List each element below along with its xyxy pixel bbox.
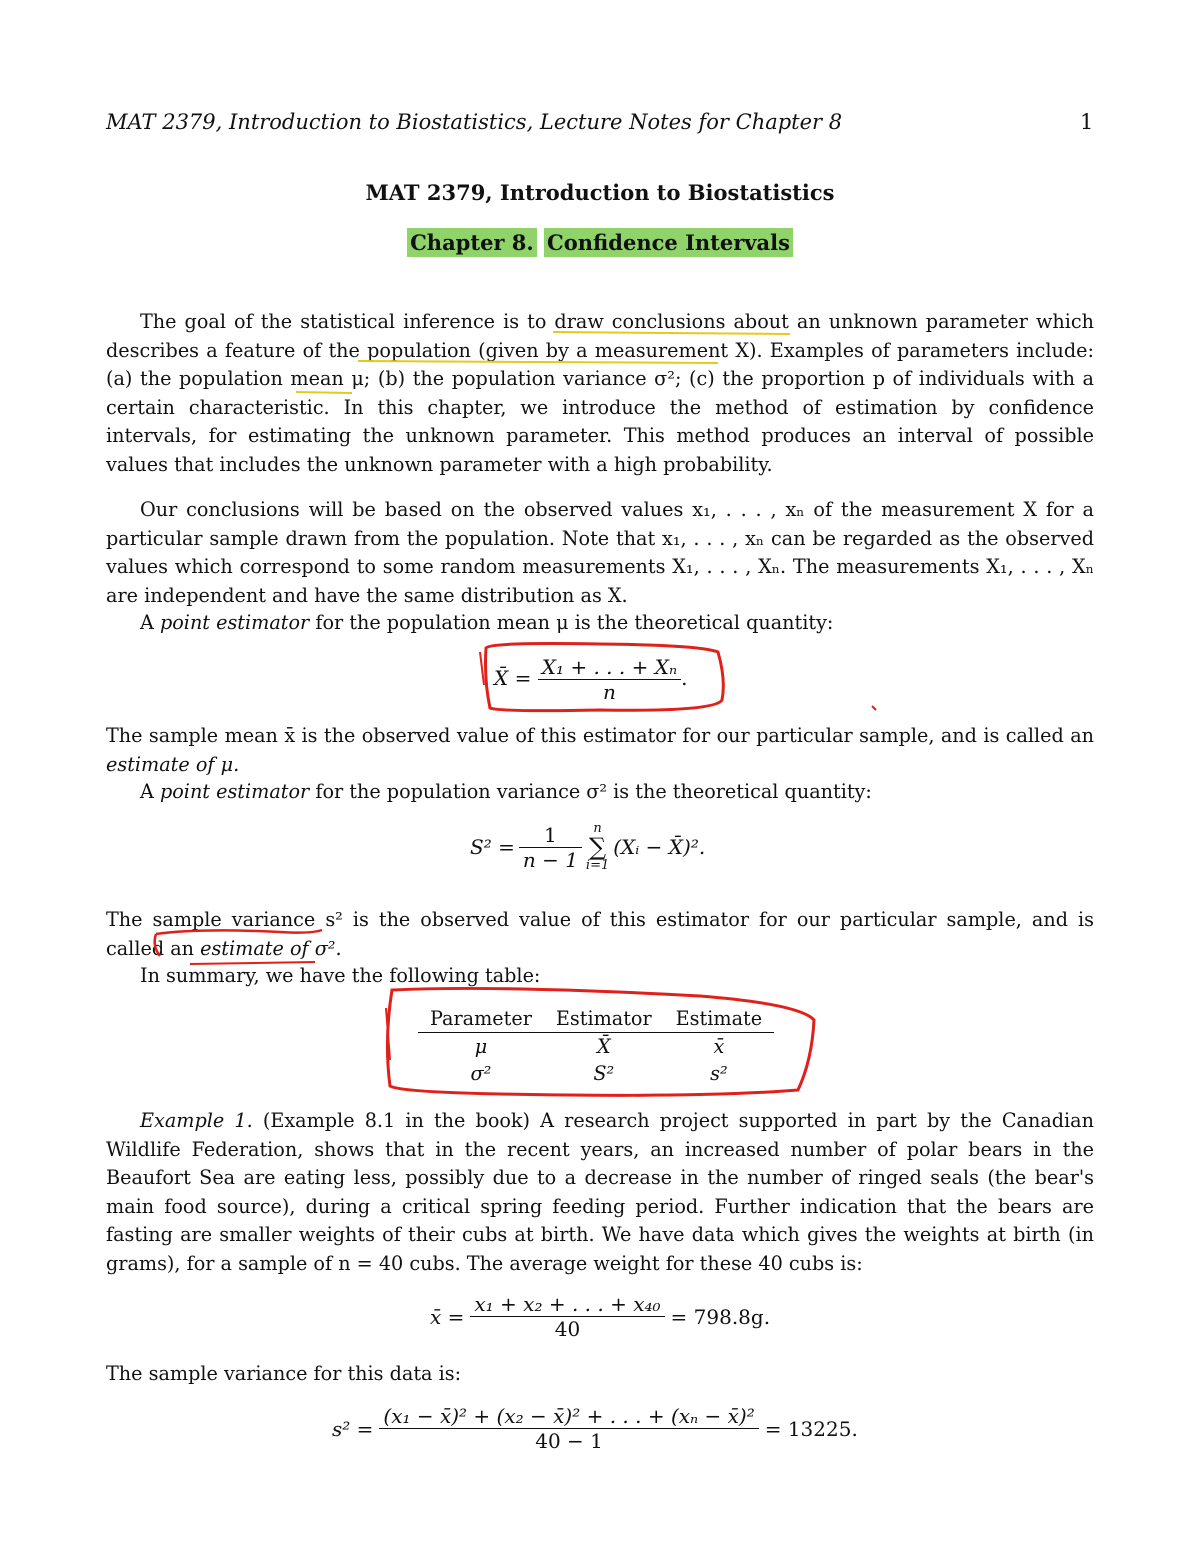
formula-example-mean [430, 1292, 770, 1341]
mean-estimator-intro [106, 609, 1094, 638]
table-cell: s² [710, 1062, 728, 1085]
example-mean-den: 40 [554, 1317, 581, 1341]
formula-variance-body: (Xᵢ − X̄)². [613, 835, 706, 859]
sample-variance-text-b: sample variance [152, 908, 316, 931]
formula-example-variance [332, 1404, 858, 1453]
red-dot [872, 706, 876, 710]
table-cell: x̄ [713, 1035, 725, 1058]
table-header-parameter: Parameter [418, 1005, 544, 1033]
table-row [418, 1060, 774, 1087]
chapter-number: Chapter 8. [407, 228, 537, 257]
formula-variance-den: n − 1 [522, 847, 578, 872]
sample-mean-text-a: The sample mean x̄ is the observed value of this estimator for our particular sample, and is called an [106, 724, 1094, 747]
sum-symbol: ∑ [589, 833, 607, 861]
summary-table-wrap [418, 1005, 774, 1087]
mean-intro-lead: A [140, 611, 154, 634]
sample-variance-text-c: s² is the observed value of this estimator for our particular sample, and is called an [106, 908, 1094, 960]
sum-upper: n [593, 821, 602, 836]
summation [586, 822, 609, 872]
sample-variance-intro: The sample variance for this data is: [106, 1362, 462, 1385]
formula-mean-den: n [602, 680, 616, 704]
example-mean-fraction [470, 1292, 664, 1341]
mean-intro-term: point estimator [159, 611, 310, 634]
example-var-rhs: = 13225. [764, 1416, 858, 1441]
table-header-estimate: Estimate [664, 1005, 774, 1033]
intro-p2-text: Our conclusions will be based on the observed values x₁, . . . , xₙ of the measurement X for a particular sample drawn from the population. Note that x₁, . . . , xₙ can be regarded as the observed values which correspond to some random measurements X₁, . . . , Xₙ. The measurements X₁, . . . , Xₙ are independent and have the same distribution as X. [106, 498, 1094, 607]
example-text: (Example 8.1 in the book) A research project supported in part by the Canadian Wildlife Federation, shows that in the recent years, an increased number of polar bears in the Beaufort Sea are eating less, possibly due to a decrease in the number of ringed seals (the bear's main food source), during a critical spring feeding period. Further indication that the bears are fasting are smaller weights of their cubs at birth. We have data which gives the weights at birth (in grams), for a sample of n = 40 cubs. The average weight for these 40 cubs is: [106, 1109, 1094, 1275]
formula-mean-lhs: X̄ = [494, 666, 532, 690]
table-cell: σ² [470, 1062, 492, 1085]
example-mean-num: x₁ + x₂ + . . . + x₄₀ [470, 1292, 664, 1317]
example-var-fraction [379, 1404, 758, 1453]
intro-p1-text: The goal of the statistical inference is to draw conclusions about an unknown parameter which describes a feature of the population (given by a measurement X). Examples of parameters include: (a) the population mean μ; (b) the population variance σ²; (c) the proportion p of individuals with a certain characteristic. In this chapter, we introduce the method of estimation by confidence intervals, for estimating the unknown parameter. This method produces an interval of possible values that includes the unknown parameter with a high probability. [106, 310, 1094, 476]
table-cell: S² [593, 1062, 615, 1085]
table-cell: X̄ [596, 1035, 611, 1058]
example-mean-lhs: x̄ = [430, 1304, 465, 1329]
sample-variance-text-a: The [106, 908, 143, 931]
formula-variance-estimator [470, 822, 705, 872]
red-stroke [386, 1008, 390, 1060]
chapter-heading [0, 230, 1200, 255]
chapter-name: Confidence Intervals [544, 228, 793, 257]
example-var-lhs: s² = [332, 1416, 374, 1441]
sum-lower: i=1 [585, 858, 610, 873]
formula-mean-num: X₁ + . . . + Xₙ [538, 655, 681, 680]
table-cell: μ [474, 1035, 488, 1058]
summary-intro: In summary, we have the following table: [140, 964, 541, 987]
document-title: MAT 2379, Introduction to Biostatistics [365, 180, 835, 205]
variance-estimator-intro [106, 778, 1094, 807]
example-mean-rhs: = 798.8g. [670, 1304, 771, 1329]
formula-mean-end: . [681, 666, 688, 690]
formula-variance-num: 1 [519, 823, 582, 848]
intro-paragraph-2 [106, 496, 1094, 610]
intro-paragraph-1 [106, 308, 1094, 479]
formula-mean-estimator [494, 655, 687, 704]
sample-variance-text-d: estimate of σ². [200, 936, 342, 960]
red-stroke [480, 652, 484, 685]
example-var-den: 40 − 1 [535, 1429, 603, 1453]
example-var-num: (x₁ − x̄)² + (x₂ − x̄)² + . . . + (xₙ − x̄)² [379, 1404, 758, 1429]
sample-variance-paragraph [106, 906, 1094, 963]
running-header: MAT 2379, Introduction to Biostatistics, Lecture Notes for Chapter 8 [106, 110, 843, 134]
variance-intro-rest: for the population variance σ² is the theoretical quantity: [315, 780, 872, 803]
summary-table [418, 1005, 774, 1087]
formula-mean-fraction [538, 655, 681, 704]
example-label: Example 1. [140, 1109, 253, 1132]
table-header-estimator: Estimator [544, 1005, 664, 1033]
sample-mean-paragraph [106, 722, 1094, 779]
mean-intro-rest: for the population mean μ is the theoretical quantity: [315, 611, 834, 634]
table-row [418, 1033, 774, 1061]
formula-variance-fraction [519, 823, 582, 872]
formula-variance-lhs: S² = [470, 835, 515, 859]
variance-intro-lead: A [140, 780, 154, 803]
example-paragraph [106, 1107, 1094, 1278]
page-number: 1 [1080, 110, 1094, 134]
variance-intro-term: point estimator [159, 780, 310, 803]
sample-mean-text-b: estimate of μ. [106, 752, 240, 776]
